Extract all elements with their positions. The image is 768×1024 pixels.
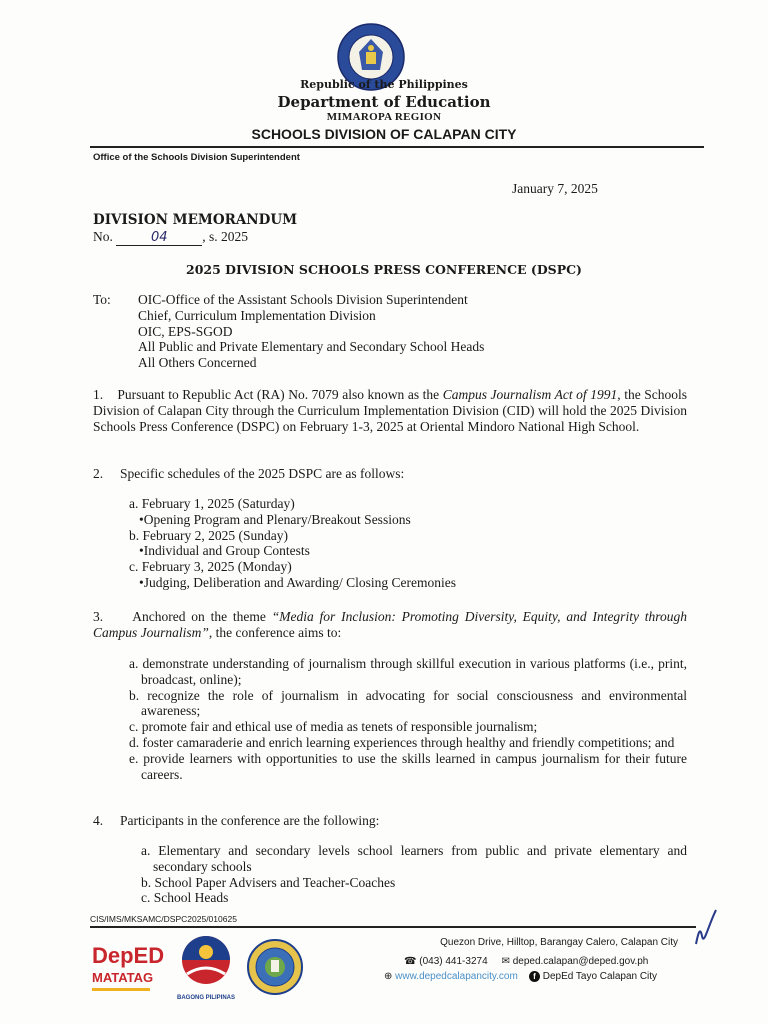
region-title: MIMAROPA REGION [326,111,442,123]
paragraph-text: Specific schedules of the 2025 DSPC are as follows: [120,466,405,481]
department-title: Department of Education [277,93,491,111]
recipient: Chief, Curriculum Implementation Division [138,307,376,323]
footer-divider [90,926,696,928]
schedule-detail: •Judging, Deliberation and Awarding/ Closing Ceremonies [139,574,456,590]
office-address: Quezon Drive, Hilltop, Barangay Calero, Calapan City [440,937,678,948]
facebook-page: DepEd Tayo Calapan City [542,971,658,982]
paragraph-text: Participants in the conference are the following: [120,813,380,828]
to-label: To: [93,292,111,307]
aim-item: d. foster camaraderie and enrich learning experiences through healthy and friendly competitions; and [129,734,675,750]
deped-matatag-logo [92,938,168,998]
website-link[interactable]: www.depedcalapancity.com [395,971,518,982]
paragraph-2-intro [93,466,404,482]
schedule-day: b. February 2, 2025 (Sunday) [129,527,288,543]
schedule-detail: •Individual and Group Contests [139,543,310,559]
memo-type: DIVISION MEMORANDUM [93,212,298,228]
paragraph-number: 2. [93,466,104,481]
bagong-pilipinas-logo [175,934,237,1000]
paragraph-3 [93,609,687,641]
schedule-detail: •Opening Program and Plenary/Breakout Sessions [139,511,411,527]
recipient: OIC, EPS-SGOD [138,323,233,339]
email-address: deped.calapan@deped.gov.ph [512,956,649,967]
aim-item: c. promote fair and ethical use of media as tenets of responsible journalism; [129,719,538,735]
participant-item: b. School Paper Advisers and Teacher-Coaches [141,874,396,890]
facebook-icon: f [529,971,540,982]
memo-number-value: 04 [116,230,202,246]
phone-number: (043) 441-3274 [419,956,488,967]
aim-item: a. demonstrate understanding of journalism through skillful execution in various platforms (i.e., print, broadcast, online); [129,656,687,687]
conference-theme: “Media for Inclusion: Promoting Diversity, Equity, and Integrity through Campus Journalism” [93,609,688,640]
paragraph-text: Pursuant to Republic Act (RA) No. 7079 also known as the [117,387,443,402]
globe-icon: ⊕ [384,971,393,982]
recipient-list [138,292,484,371]
header-divider [90,146,704,148]
phone-icon: ☎ [404,956,417,967]
contact-row-2 [384,971,657,982]
bagong-pilipinas-text: BAGONG PILIPINAS [176,995,235,1001]
aim-item: b. recognize the role of journalism in advocating for social consciousness and environmental awareness; [129,687,687,719]
contact-row-1 [404,956,648,967]
reference-code: CIS/IMS/MKSAMC/DSPC2025/010625 [90,914,237,924]
email-icon: ✉ [501,956,510,967]
paragraph-text: , the conference aims to: [208,624,342,640]
paragraph-text: , the Schools Division of Calapan City through the Curriculum Implementation Division (CID) will hold the 2025 Division Schools Press Conference (DSPC) on February 1-3, 2025 at Oriental Mindoro National High School. [93,387,688,434]
paragraph-text: Anchored on the theme [132,609,272,624]
recipient: OIC-Office of the Assistant Schools Division Superintendent [138,292,468,307]
aims-list [129,656,687,782]
recipient: All Others Concerned [138,355,257,371]
paragraph-number: 3. [93,609,104,624]
office-label: Office of the Schools Division Superintendent [93,152,300,163]
republic-title: Republic of the Philippines [300,78,468,91]
paragraph-number: 4. [93,813,104,828]
memo-series: , s. 2025 [202,229,249,244]
memo-number-prefix: No. [93,229,113,244]
bagong-pilipinas-icon [175,934,237,986]
deped-logo-text: DepED [92,943,165,968]
memo-subject: 2025 DIVISION SCHOOLS PRESS CONFERENCE (DSPC) [186,262,582,277]
act-title: Campus Journalism Act of 1991 [442,387,618,402]
aim-item: e. provide learners with opportunities to use the skills learned in campus journalism for their future careers. [129,750,687,782]
memo-number [93,229,248,246]
paragraph-4-intro [93,813,379,829]
participant-item: a. Elementary and secondary levels school learners from public and private elementary and secondary schools [141,843,687,874]
recipient: All Public and Private Elementary and Secondary School Heads [138,339,485,355]
matatag-text: MATATAG [92,970,154,985]
division-title: SCHOOLS DIVISION OF CALAPAN CITY [251,126,517,142]
participants-list [141,843,687,906]
signature-mark-icon [692,906,720,948]
division-seal-icon [246,938,304,996]
schedule-day: c. February 3, 2025 (Monday) [129,559,292,575]
paragraph-number: 1. [93,387,104,402]
paragraph-1 [93,387,687,434]
schedule-list [129,496,456,591]
memo-date: January 7, 2025 [512,181,598,196]
schedule-day: a. February 1, 2025 (Saturday) [129,496,295,511]
participant-item: c. School Heads [141,890,229,906]
